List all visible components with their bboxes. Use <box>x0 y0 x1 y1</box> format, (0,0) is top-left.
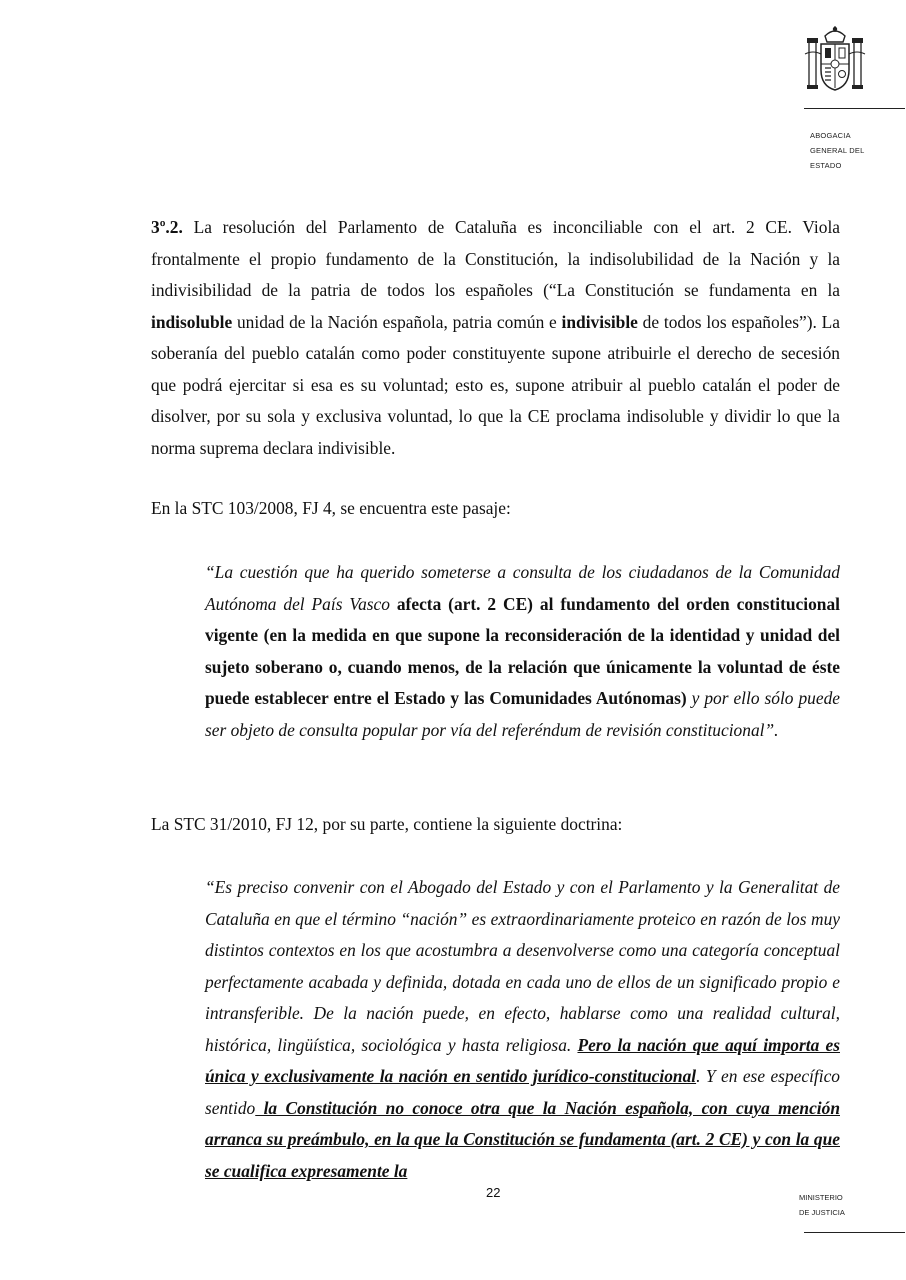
paragraph-stc-103-2008: En la STC 103/2008, FJ 4, se encuentra este pasaje: <box>151 498 511 518</box>
org-line: GENERAL DEL <box>810 146 865 155</box>
quote-text: y por ello sólo puede ser objeto de consulta popular por vía del referéndum de revisión constitucional”. <box>205 688 840 740</box>
section-number: 3º.2. <box>151 217 183 237</box>
emphasis-text: indisoluble <box>151 311 233 332</box>
quote-emphasis: afecta (art. 2 CE) al fundamento del orden constitucional vigente (en la medida en que supone la reconsideración de la identidad y unidad del sujeto soberano o, cuando menos, de la relación que únicamente la voluntad de éste puede establecer entre el Estado y las Comunidades Autónomas) <box>205 593 840 708</box>
paragraph-text: La resolución del Parlamento de Cataluña es inconciliable con el art. 2 CE. Viola frontalmente el propio fundamento de la Constitución, la indisolubilidad de la Nación y la indivisibilidad de la patria de todos los españoles (“La Constitución se fundamenta en la <box>151 217 840 300</box>
quote-stc-31-2010 <box>205 872 840 1187</box>
quote-text: . Y en ese específico sentido <box>205 1066 840 1118</box>
org-line: ABOGACIA <box>810 131 851 140</box>
org-line: ESTADO <box>810 161 842 170</box>
page-number: 22 <box>486 1185 501 1200</box>
ministry-line: MINISTERIO <box>799 1193 843 1202</box>
paragraph-text: unidad de la Nación española, patria común e <box>232 311 562 332</box>
header-org-name <box>810 128 864 173</box>
quote-text: “Es preciso convenir con el Abogado del Estado y con el Parlamento y la Generalitat de Cataluña en que el término “nación” es extraordinariamente proteico en razón de los muy distintos contextos en los que acostumbra a desenvolverse como una categoría conceptual perfectamente acabada y definida, dotada en cada uno de ellos de un significado propio e intransferible. De la nación puede, en efecto, hablarse como una realidad cultural, histórica, lingüística, sociológica y hasta religiosa. <box>205 877 840 1055</box>
paragraph-stc-31-2010: La STC 31/2010, FJ 12, por su parte, contiene la siguiente doctrina: <box>151 814 623 834</box>
header-rule <box>804 108 905 109</box>
paragraph-3-2 <box>151 212 840 464</box>
emphasis-text: indivisible <box>561 311 638 332</box>
footer-ministry-name <box>799 1190 845 1220</box>
paragraph-text: de todos los españoles”). La soberanía del pueblo catalán como poder constituyente supone atribuirle el derecho de secesión que podrá ejercitar si esa es su voluntad; esto es, supone atribuir al pueblo catalán el poder de disolver, por su sola y exclusiva voluntad, lo que la CE proclama indisoluble y dividir lo que la norma suprema declara indivisible. <box>151 311 840 458</box>
quote-stc-103-2008 <box>205 557 840 746</box>
coat-of-arms-icon <box>803 24 867 94</box>
quote-underlined-emphasis: Pero la nación que aquí importa es única y exclusivamente la nación en sentido jurídico-constitucional <box>205 1034 840 1086</box>
ministry-line: DE JUSTICIA <box>799 1208 845 1217</box>
footer-rule <box>804 1232 905 1233</box>
quote-underlined-emphasis: la Constitución no conoce otra que la Nación española, con cuya mención arranca su preámbulo, en la que la Constitución se fundamenta (art. 2 CE) y con la que se cualifica expresamente la <box>205 1097 840 1181</box>
quote-text: “La cuestión que ha querido someterse a consulta de los ciudadanos de la Comunidad Autónoma del País Vasco <box>205 562 840 614</box>
